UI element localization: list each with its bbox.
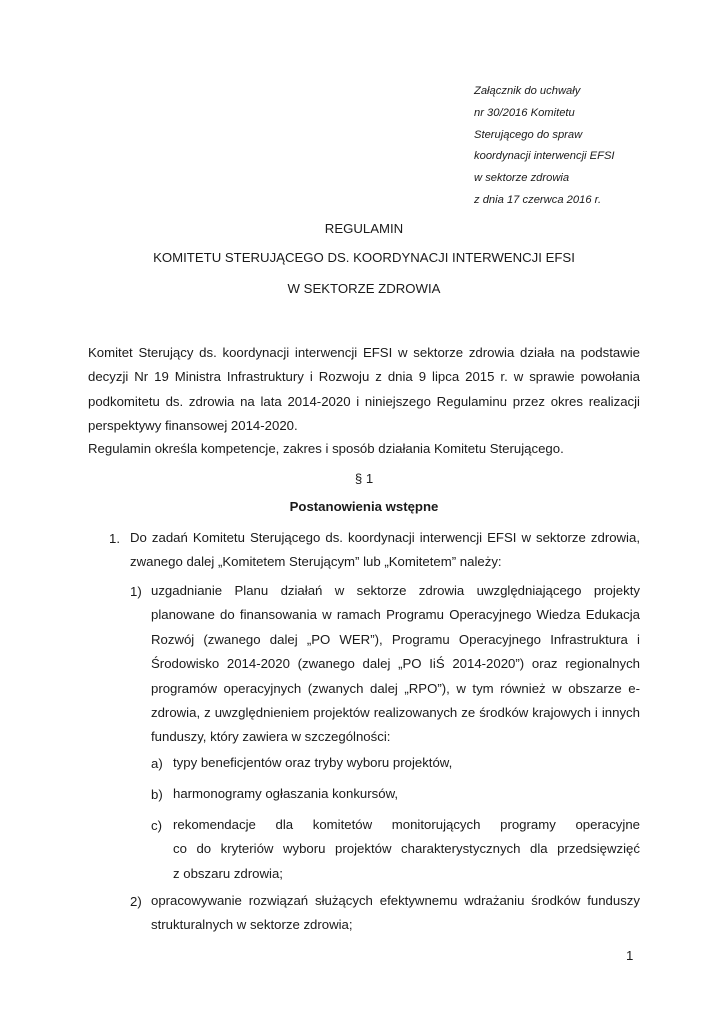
subitem-line: opracowywanie rozwiązań służących efektywnemu wdrażaniu środków funduszy (151, 893, 640, 908)
subitem-line: uzgadnianie Planu działań w sektorze zdrowia uwzględniającego projekty (151, 583, 640, 598)
letter-line: harmonogramy ogłaszania konkursów, (173, 786, 399, 801)
item-text (130, 526, 640, 575)
section-symbol: § 1 (354, 471, 374, 486)
doc-subtitle-sector: W SEKTORZE ZDROWIA (287, 281, 441, 296)
item-number: 1. (109, 531, 120, 546)
intro-line: perspektywy finansowej 2014-2020. (88, 418, 298, 434)
letter-line: z obszaru zdrowia; (173, 865, 283, 881)
subitem-line: zdrowia, z uwzględnieniem projektów realizowanych ze środków krajowych i innych (151, 704, 640, 720)
annex-line: z dnia 17 czerwca 2016 r. (474, 193, 602, 206)
subitem-line: strukturalnych w sektorze zdrowia; (151, 917, 353, 933)
item-line: zwanego dalej „Komitetem Sterującym” lub „Komitetem” należy: (130, 554, 502, 570)
intro-paragraph (88, 341, 640, 439)
letter-marker: c) (151, 818, 162, 833)
scope-line: Regulamin określa kompetencje, zakres i sposób działania Komitetu Sterującego. (88, 441, 564, 456)
letter-line: typy beneficjentów oraz tryby wyboru projektów, (173, 755, 453, 770)
letter-marker: a) (151, 756, 163, 771)
letter-line: co do kryteriów wyboru projektów charakterystycznych dla przedsięwzięć (173, 841, 640, 857)
annex-line: koordynacji interwencji EFSI (474, 150, 615, 163)
intro-line: podkomitetu ds. zdrowia na lata 2014-2020 i niniejszego Regulaminu przez okres realizacji (88, 393, 640, 409)
subitem-line: programów operacyjnych (zwanych dalej „RPO”), w tym również w obszarze e- (151, 680, 640, 696)
subitem-line: planowane do finansowania w ramach Programu Operacyjnego Wiedza Edukacja (151, 607, 640, 623)
intro-line: Komitet Sterujący ds. koordynacji interwencji EFSI w sektorze zdrowia działa na podstawie (88, 345, 640, 360)
section-heading: Postanowienia wstępne (289, 499, 439, 514)
subitem-line: funduszy, który zawiera w szczególności: (151, 729, 391, 745)
item-line: Do zadań Komitetu Sterującego ds. koordynacji interwencji EFSI w sektorze zdrowia, (130, 530, 640, 545)
annex-line: w sektorze zdrowia (474, 172, 570, 185)
page-number: 1 (626, 948, 634, 963)
annex-note (474, 81, 714, 212)
letter-text (173, 813, 640, 886)
annex-line: Sterującego do spraw (474, 128, 583, 141)
annex-line: Załącznik do uchwały (474, 85, 581, 97)
subitem-text (151, 889, 640, 938)
letter-text (173, 782, 640, 806)
subitem-line: Środowisko 2014-2020 (zwanego dalej „PO IiŚ 2014-2020”) oraz regionalnych (151, 656, 640, 672)
letter-marker: b) (151, 787, 163, 802)
doc-title: REGULAMIN (324, 221, 404, 236)
subitem-number: 2) (130, 894, 142, 909)
letter-line: rekomendacje dla komitetów monitorujących programy operacyjne (173, 817, 640, 832)
subitem-text (151, 579, 640, 750)
scope-paragraph (88, 437, 640, 461)
letter-text (173, 751, 640, 775)
subitem-line: Rozwój (zwanego dalej „PO WER”), Programu Operacyjnego Infrastruktura i (151, 631, 640, 647)
subitem-number: 1) (130, 584, 142, 599)
intro-line: decyzji Nr 19 Ministra Infrastruktury i Rozwoju z dnia 9 lipca 2015 r. w sprawie powołania (88, 369, 640, 385)
annex-line: nr 30/2016 Komitetu (474, 106, 575, 119)
doc-subtitle: KOMITETU STERUJĄCEGO DS. KOORDYNACJI INTERWENCJI EFSI (153, 250, 575, 265)
